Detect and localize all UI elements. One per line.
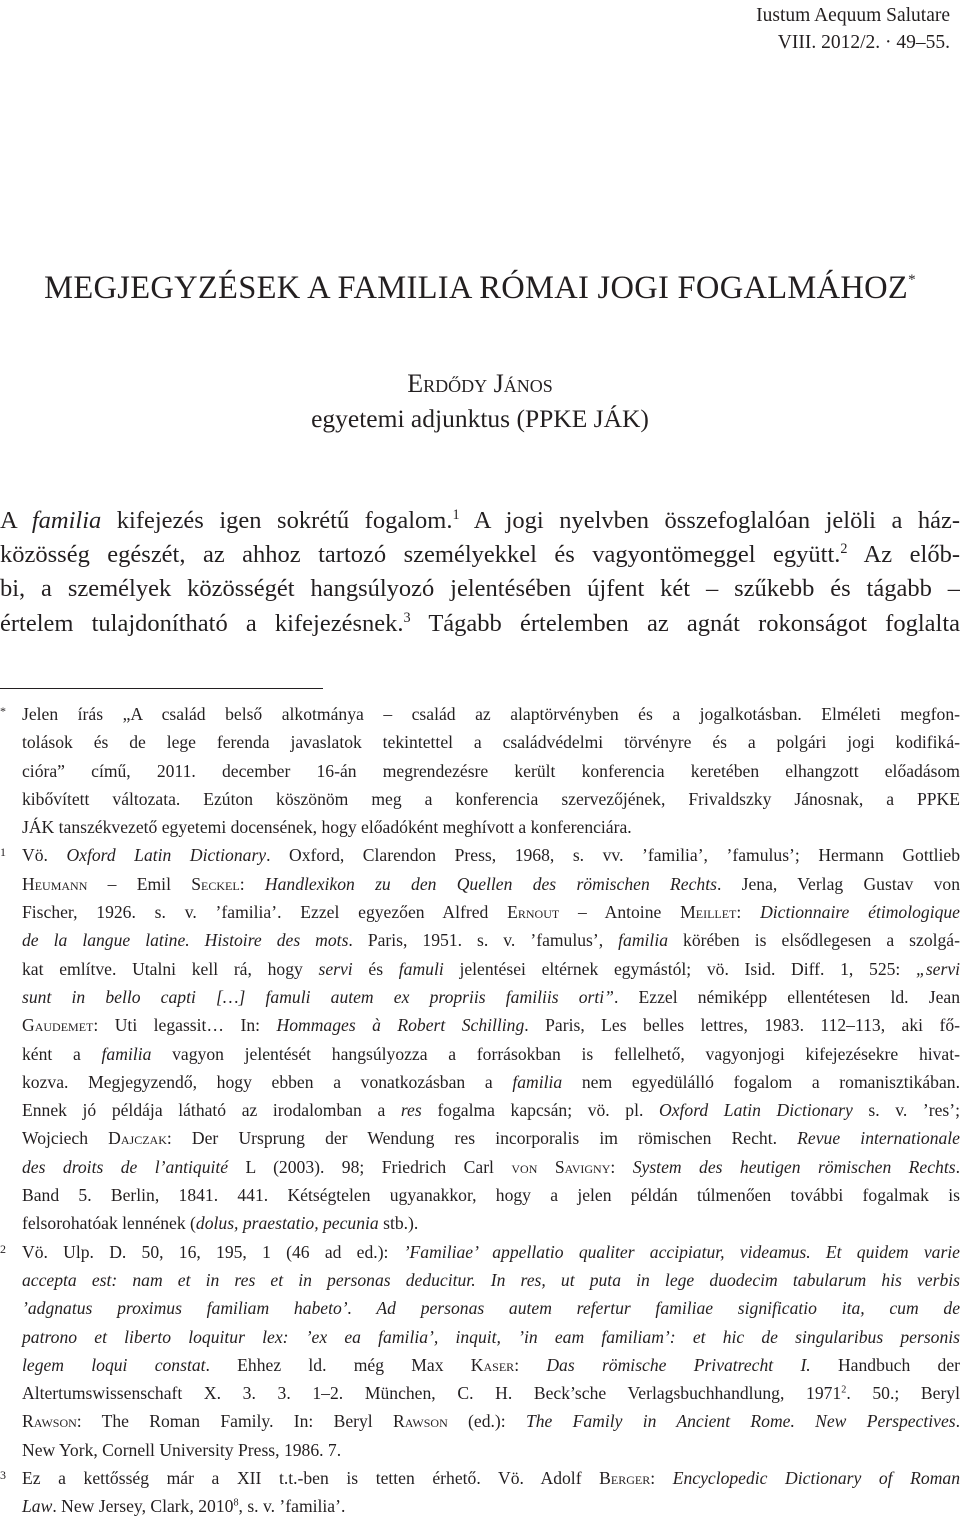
footnote-mark: 1: [0, 845, 6, 860]
body-line: közösség egészét, az ahhoz tartozó személyekkel és vagyontömeggel együtt.$^2$ Az előb-: [0, 540, 960, 569]
author-affiliation: egyetemi adjunktus (PPKE JÁK): [311, 404, 649, 433]
footnote-star: * Jelen írás „A család belső alkotmánya – család az alaptörvényben és a jogalkotásban. Elméleti megfon- tolások és de lege ferenda javaslatok tekintettel a családvédelmi törvényre és a polgári jogi kodifiká- cióra” című, 2011. december 16-án megrendezésre került konferencia keretében elhangzott előadásom kibővített változata. Ezúton köszönöm meg a konferencia szervezőjének, Frivaldszky Jánosnak, a PPKE JÁK tanszékvezető egyetemi docensének, hogy előadóként meghívott a konferenciára.: [0, 700, 960, 841]
author-name: Erdődy János: [407, 369, 553, 398]
body-line: értelem tulajdonítható a kifejezésnek.$^3$ Tágabb értelemben az agnát rokonságot foglalta: [0, 609, 960, 637]
body-paragraph: [0, 504, 960, 641]
footnote-2: 2 Vö. Ulp. D. 50, 16, 195, 1 (46 ad ed.): ’Familiae’ appellatio qualiter accipiatur, videamus. Et quidem varie accepta est: nam et in res et in personas deducitur. In res, ut puta in lege duodecim tabularum his verbis ’adgnatus proximus familiam habeto’. Ad personas autem refertur familiae significatio ita, cum de patrono et liberto loquitur lex: ’ex ea familia’, inquit, ’in eam familiam’: et hic de singularibus personis legem loqui constat. Ehhez ld. még Max Kaser: Das römische Privatrecht I. Handbuch der Altertumswissenschaft X. 3. 3. 1–2. München, C. H. Beck’sche Verlagsbuchhandlung, 1971$^2$. 50.; Beryl Rawson: The Roman Family. In: Beryl Rawson (ed.): The Family in Ancient Rome. New Perspectives. New York, Cornell University Press, 1986. 7.: [0, 1238, 960, 1464]
article-title-text: MEGJEGYZÉSEK A FAMILIA RÓMAI JOGI FOGALMÁHOZ: [44, 270, 909, 306]
footnote-ref[interactable]: 3: [403, 609, 411, 626]
issue-info: VIII. 2012/2. · 49–55.: [777, 32, 950, 53]
footnotes: [0, 700, 960, 1521]
journal-name: Iustum Aequum Salutare: [756, 5, 950, 26]
footnote-1: 1 Vö. Oxford Latin Dictionary. Oxford, Clarendon Press, 1968, s. vv. ’familia’, ’famulus’; Hermann Gottlieb Heumann – Emil Seckel: Handlexikon zu den Quellen des römischen Rechts. Jena, Verlag Gustav von Fischer, 1926. s. v. ’familia’. Ezzel egyezően Alfred Ernout – Antoine Meillet: Dictionnaire étimologique de la langue latine. Histoire des mots. Paris, 1951. s. v. ’famulus’, familia körében is elsődlegesen a szolgá- kat említve. Utalni kell rá, hogy servi és famuli jelentései eltérnek egymástól; vö. Isid. Diff. 1, 525: „servi sunt in bello capti […] famuli autem ex propriis familiis orti”. Ezzel némiképp ellentétesen ld. Jean Gaudemet: Uti legassit… In: Hommages à Robert Schilling. Paris, Les belles lettres, 1983. 112–113, aki fő- ként a familia vagyon jelentését hangsúlyozza a forrásokban is fellelhető, vagyonjogi kifejezésekre hivat- kozva. Megjegyzendő, hogy ebben a vonatkozásban a familia nem egyedülálló fogalom a romanisztikában. Ennek jó példája látható az irodalomban a res fogalma kapcsán; vö. pl. Oxford Latin Dictionary s. v. ’res’; Wojciech Dajczak: Der Ursprung der Wendung res incorporalis im römischen Recht. Revue internationale des droits de l’antiquité L (2003). 98; Friedrich Carl von Savigny: System des heutigen römischen Rechts. Band 5. Berlin, 1841. 441. Kétségtelen ugyanakkor, hogy a jelen példán túlmenően további fogalmak is felsorohatóak lennének (dolus, praestatio, pecunia stb.).: [0, 841, 960, 1237]
footnote-separator: [0, 688, 323, 689]
footnote-mark: *: [0, 704, 6, 718]
body-line: A familia kifejezés igen sokrétű fogalom.$^1$ A jogi nyelvben összefoglalóan jelöli a ház-: [0, 506, 960, 534]
footnote-mark: 2: [0, 1241, 6, 1256]
footnote-ref[interactable]: 1: [452, 506, 460, 523]
footnote-3: 3 Ez a kettősség már a XII t.t.-ben is tetten érhető. Vö. Adolf Berger: Encyclopedic Dictionary of Roman Law. New Jersey, Clark, 2010$^8$, s. v. ’familia’.: [0, 1464, 960, 1521]
article-title: [0, 270, 960, 307]
footnote-ref[interactable]: 2: [840, 540, 848, 557]
footnote-mark: 3: [0, 1468, 6, 1483]
running-header: [756, 2, 950, 56]
body-line: bi, a személyek közösségét hangsúlyozó jelentésében újfent két – szűkebb és tágabb –: [0, 575, 960, 603]
title-footnote-marker[interactable]: *: [908, 272, 916, 288]
